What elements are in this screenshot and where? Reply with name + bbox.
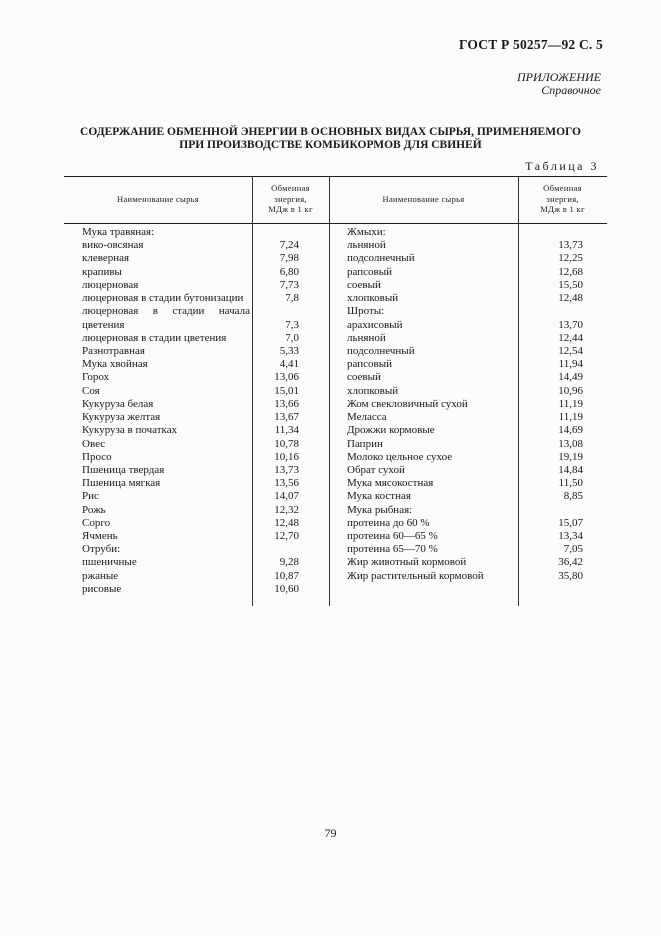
row-value: 7,05 — [563, 543, 583, 556]
row-name: вико-овсяная — [82, 239, 144, 252]
row-name: люцерновая в стадии бутонизации — [82, 292, 244, 305]
row-value: 35,80 — [558, 569, 583, 582]
row-name: Рожь — [82, 503, 106, 516]
row-name: Пшеница твердая — [82, 463, 165, 476]
appendix-type: Справочное — [541, 83, 601, 97]
row-name: Дрожжи кормовые — [347, 424, 435, 437]
table-row — [82, 556, 302, 569]
row-name: соевый — [347, 278, 381, 291]
row-value: 7,0 — [285, 331, 299, 344]
table-row — [347, 517, 587, 530]
row-value: 13,73 — [274, 463, 299, 476]
right-rows — [347, 226, 587, 583]
row-name: люцерновая — [82, 278, 139, 291]
table-row — [82, 319, 302, 332]
table-row — [347, 226, 587, 239]
table-row — [347, 279, 587, 292]
table-row — [82, 398, 302, 411]
row-name: Горох — [82, 371, 110, 384]
row-name: крапивы — [82, 265, 122, 278]
row-name: хлопковый — [347, 384, 399, 397]
row-value: 7,3 — [285, 318, 299, 331]
table-row — [82, 305, 302, 318]
table-row — [347, 464, 587, 477]
row-name: люцерновая в стадии начала — [82, 305, 250, 318]
table-row — [347, 477, 587, 490]
row-value: 15,01 — [274, 384, 299, 397]
row-name: льняной — [347, 331, 386, 344]
row-value: 11,19 — [558, 397, 583, 410]
row-name: Мука хвойная — [82, 358, 148, 371]
table-row — [82, 358, 302, 371]
row-value: 12,48 — [558, 292, 583, 305]
row-value: 11,19 — [558, 411, 583, 424]
row-name: Мука костная — [347, 490, 411, 503]
row-name: Жом свекловичный сухой — [347, 397, 468, 410]
row-value: 13,66 — [274, 397, 299, 410]
table-row — [82, 490, 302, 503]
row-name: Овес — [82, 437, 106, 450]
table-row — [82, 570, 302, 583]
row-value: 7,24 — [279, 239, 299, 252]
appendix-label: ПРИЛОЖЕНИЕ — [517, 70, 601, 84]
row-value: 12,54 — [558, 344, 583, 357]
row-value: 10,87 — [274, 569, 299, 582]
table-row — [347, 385, 587, 398]
table-row — [82, 451, 302, 464]
row-value: 11,94 — [558, 358, 583, 371]
row-value: 13,06 — [274, 371, 299, 384]
row-name: подсолнечный — [347, 252, 415, 265]
row-name: рапсовый — [347, 358, 392, 371]
row-value: 8,85 — [563, 490, 583, 503]
row-name: Жир растительный кормовой — [347, 569, 484, 582]
row-name: Разнотравная — [82, 344, 145, 357]
row-value: 6,80 — [279, 265, 299, 278]
table-row — [347, 570, 587, 583]
table-row — [347, 490, 587, 503]
row-value: 9,28 — [279, 556, 299, 569]
row-name: Пшеница мягкая — [82, 477, 161, 490]
document-title — [0, 126, 661, 151]
row-name: протеина 65—70 % — [347, 543, 438, 556]
page-number: 79 — [324, 826, 337, 840]
table-row — [347, 319, 587, 332]
table-row — [347, 345, 587, 358]
table-row — [347, 292, 587, 305]
row-name: рисовые — [82, 582, 122, 595]
row-name: Мука мясокостная — [347, 477, 434, 490]
row-value: 13,73 — [558, 239, 583, 252]
row-name: Жир животный кормовой — [347, 556, 467, 569]
row-value: 12,32 — [274, 503, 299, 516]
table-label: Таблица 3 — [525, 159, 599, 173]
row-name: Отруби: — [82, 543, 121, 556]
row-name: рапсовый — [347, 265, 392, 278]
table-row — [82, 385, 302, 398]
appendix-block — [517, 71, 601, 97]
table-row — [347, 371, 587, 384]
row-name: Кукуруза желтая — [82, 411, 161, 424]
row-name: арахисовый — [347, 318, 403, 331]
table-row — [82, 226, 302, 239]
row-value: 13,67 — [274, 411, 299, 424]
row-value: 7,8 — [285, 292, 299, 305]
table-row — [347, 424, 587, 437]
row-value: 7,73 — [279, 278, 299, 291]
row-value: 19,19 — [558, 450, 583, 463]
table-row — [82, 543, 302, 556]
row-name: подсолнечный — [347, 344, 415, 357]
row-value: 14,84 — [558, 463, 583, 476]
table-row — [82, 438, 302, 451]
table-header-rule — [64, 223, 607, 224]
row-value: 12,48 — [274, 516, 299, 529]
row-value: 13,70 — [558, 318, 583, 331]
table-row — [82, 266, 302, 279]
energy-table — [64, 176, 607, 606]
table-row — [347, 438, 587, 451]
row-name: люцерновая в стадии цветения — [82, 331, 227, 344]
title-line-1: СОДЕРЖАНИЕ ОБМЕННОЙ ЭНЕРГИИ В ОСНОВНЫХ ВИДАХ СЫРЬЯ, ПРИМЕНЯЕМОГО — [80, 126, 581, 138]
table-row — [82, 530, 302, 543]
row-name: хлопковый — [347, 292, 399, 305]
table-row — [82, 292, 302, 305]
row-name: Мука рыбная: — [347, 503, 413, 516]
row-value: 10,16 — [274, 450, 299, 463]
left-rows — [82, 226, 302, 596]
row-value: 12,70 — [274, 530, 299, 543]
row-name: Молоко цельное сухое — [347, 450, 453, 463]
row-value: 11,50 — [558, 477, 583, 490]
row-value: 36,42 — [558, 556, 583, 569]
table-top-rule — [64, 176, 607, 177]
table-row — [347, 530, 587, 543]
table-row — [347, 358, 587, 371]
row-name: Просо — [82, 450, 112, 463]
row-name: протеина 60—65 % — [347, 530, 438, 543]
row-name: соевый — [347, 371, 381, 384]
row-name: клеверная — [82, 252, 130, 265]
table-row — [82, 504, 302, 517]
row-value: 13,34 — [558, 530, 583, 543]
header-value-left: Обменная энергия, МДж в 1 кг — [268, 183, 313, 214]
row-value: 15,07 — [558, 516, 583, 529]
table-row — [347, 266, 587, 279]
header-name-right: Наименование сырья — [382, 194, 465, 204]
row-value: 7,98 — [279, 252, 299, 265]
table-row — [347, 398, 587, 411]
row-name: Кукуруза в початках — [82, 424, 178, 437]
table-row — [82, 371, 302, 384]
row-name: Шроты: — [347, 305, 385, 318]
row-value: 11,34 — [274, 424, 299, 437]
row-value: 12,44 — [558, 331, 583, 344]
row-value: 4,41 — [279, 358, 299, 371]
row-value: 14,69 — [558, 424, 583, 437]
table-row — [82, 517, 302, 530]
table-row — [347, 451, 587, 464]
table-row — [82, 239, 302, 252]
row-value: 13,56 — [274, 477, 299, 490]
header-name-left: Наименование сырья — [117, 194, 199, 204]
table-row — [82, 464, 302, 477]
row-name: Рис — [82, 490, 99, 503]
table-row — [347, 543, 587, 556]
row-name: Сорго — [82, 516, 111, 529]
title-line-2: ПРИ ПРОИЗВОДСТВЕ КОМБИКОРМОВ ДЛЯ СВИНЕЙ — [179, 138, 482, 151]
table-row — [347, 556, 587, 569]
table-row — [82, 332, 302, 345]
row-value: 10,78 — [274, 437, 299, 450]
table-row — [82, 411, 302, 424]
row-value: 5,33 — [279, 344, 299, 357]
table-row — [347, 504, 587, 517]
table-row — [82, 252, 302, 265]
row-value: 14,07 — [274, 490, 299, 503]
row-name: цветения — [82, 318, 125, 331]
header-value-right: Обменная энергия, МДж в 1 кг — [540, 183, 585, 214]
table-row — [347, 332, 587, 345]
row-value: 10,60 — [274, 582, 299, 595]
col-divider-center — [329, 176, 330, 606]
row-value: 13,08 — [558, 437, 583, 450]
table-row — [82, 477, 302, 490]
table-row — [347, 239, 587, 252]
row-value: 10,96 — [558, 384, 583, 397]
row-name: Паприн — [347, 437, 383, 450]
row-name: Кукуруза белая — [82, 397, 154, 410]
row-name: Ячмень — [82, 530, 118, 543]
table-row — [82, 345, 302, 358]
row-name: ржаные — [82, 569, 119, 582]
row-value: 14,49 — [558, 371, 583, 384]
table-row — [82, 279, 302, 292]
table-row — [347, 252, 587, 265]
row-value: 12,25 — [558, 252, 583, 265]
row-name: Жмыхи: — [347, 226, 386, 238]
row-name: льняной — [347, 239, 386, 252]
row-value: 15,50 — [558, 278, 583, 291]
table-row — [347, 411, 587, 424]
table-row — [347, 305, 587, 318]
table-row — [82, 424, 302, 437]
row-name: Соя — [82, 384, 100, 397]
row-name: пшеничные — [82, 556, 137, 569]
table-row — [82, 583, 302, 596]
row-name: Мука травяная: — [82, 226, 155, 238]
standard-header: ГОСТ Р 50257—92 С. 5 — [458, 37, 603, 52]
row-name: протеина до 60 % — [347, 516, 430, 529]
row-name: Меласса — [347, 411, 387, 424]
row-value: 12,68 — [558, 265, 583, 278]
row-name: Обрат сухой — [347, 463, 405, 476]
